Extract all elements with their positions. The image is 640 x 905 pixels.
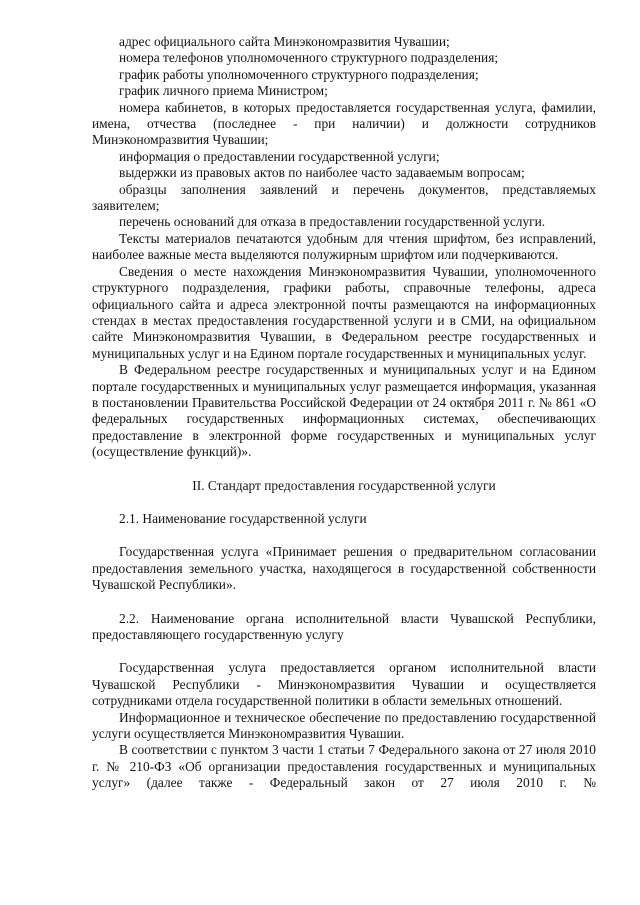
list-item-service-info: информация о предоставлении государственной услуги;: [119, 148, 440, 164]
paragraph-materials-printing: Тексты материалов печатаются удобным для чтения шрифтом, без исправлений, наиболее важные места выделяются полужирным шрифтом или подчеркиваются.: [92, 230, 596, 263]
subsection-title-authority: 2.2. Наименование органа исполнительной власти Чувашской Республики, предоставляющего государственную услугу: [92, 610, 596, 642]
spacer: [92, 461, 596, 478]
paragraph-technical-support: Информационное и техническое обеспечение по предоставлению государственной услуги осуществляется Минэкономразвития Чувашии.: [92, 709, 596, 742]
spacer: [92, 643, 596, 660]
spacer: [92, 594, 596, 611]
list-item-site-address: адрес официального сайта Минэкономразвития Чувашии;: [119, 34, 450, 49]
list-item-work-schedule: график работы уполномоченного структурного подразделения;: [119, 66, 479, 82]
section-title: II. Стандарт предоставления государственной услуги: [192, 477, 496, 493]
subsection-title-service-name: 2.1. Наименование государственной услуги: [119, 510, 367, 526]
subsection-text-authority: Государственная услуга предоставляется органом исполнительной власти Чувашской Республики - Минэкономразвития Чувашии и осуществляется сотрудниками отдела государственной политики в области земельных отношений.: [92, 660, 596, 709]
spacer: [92, 527, 596, 544]
list-item-refusal-grounds: перечень оснований для отказа в предоставлении государственной услуги.: [119, 214, 546, 230]
list-item-office-numbers: номера кабинетов, в которых предоставляется государственная услуга, фамилии, имена, отчества (последнее - при наличии) и должности сотрудников Минэкономразвития Чувашии;: [92, 99, 596, 148]
subsection-text-service-name: Государственная услуга «Принимает решения о предварительном согласовании предоставления земельного участка, находящегося в государственной собственности Чувашской Республики».: [92, 544, 596, 593]
document-body: [92, 34, 596, 792]
list-item-reception-schedule: график личного приема Министром;: [119, 83, 328, 99]
list-item-phones: номера телефонов уполномоченного структурного подразделения;: [119, 50, 499, 66]
list-item-application-samples: образцы заполнения заявлений и перечень документов, представляемых заявителем;: [92, 181, 596, 214]
paragraph-federal-law: В соответствии с пунктом 3 части 1 статьи 7 Федерального закона от 27 июля 2010 г. № 210-ФЗ «Об организации предоставления государственных и муниципальных услуг» (далее также - Федеральный закон от 27 июля 2010 г. №: [92, 742, 596, 791]
paragraph-federal-registry: В Федеральном реестре государственных и муниципальных услуг и на Едином портале государственных и муниципальных услуг размещается информация, указанная в постановлении Правительства Российской Федерации от 24 октября 2011 г. № 861 «О федеральных государственных информационных системах, обеспечивающих предоставление в электронной форме государственных и муниципальных услуг (осуществление функций)».: [92, 362, 596, 460]
spacer: [92, 494, 596, 511]
list-item-legal-extracts: выдержки из правовых актов по наиболее часто задаваемым вопросам;: [119, 165, 525, 181]
paragraph-info-placement: Сведения о месте нахождения Минэкономразвития Чувашии, уполномоченного структурного подразделения, графики работы, справочные телефоны, адреса официального сайта и адреса электронной почты размещаются на информационных стендах в местах предоставления государственной услуги и в СМИ, на официальном сайте Минэкономразвития Чувашии, в Федеральном реестре государственных и муниципальных услуг и на Едином портале государственных и муниципальных услуг.: [92, 263, 596, 361]
